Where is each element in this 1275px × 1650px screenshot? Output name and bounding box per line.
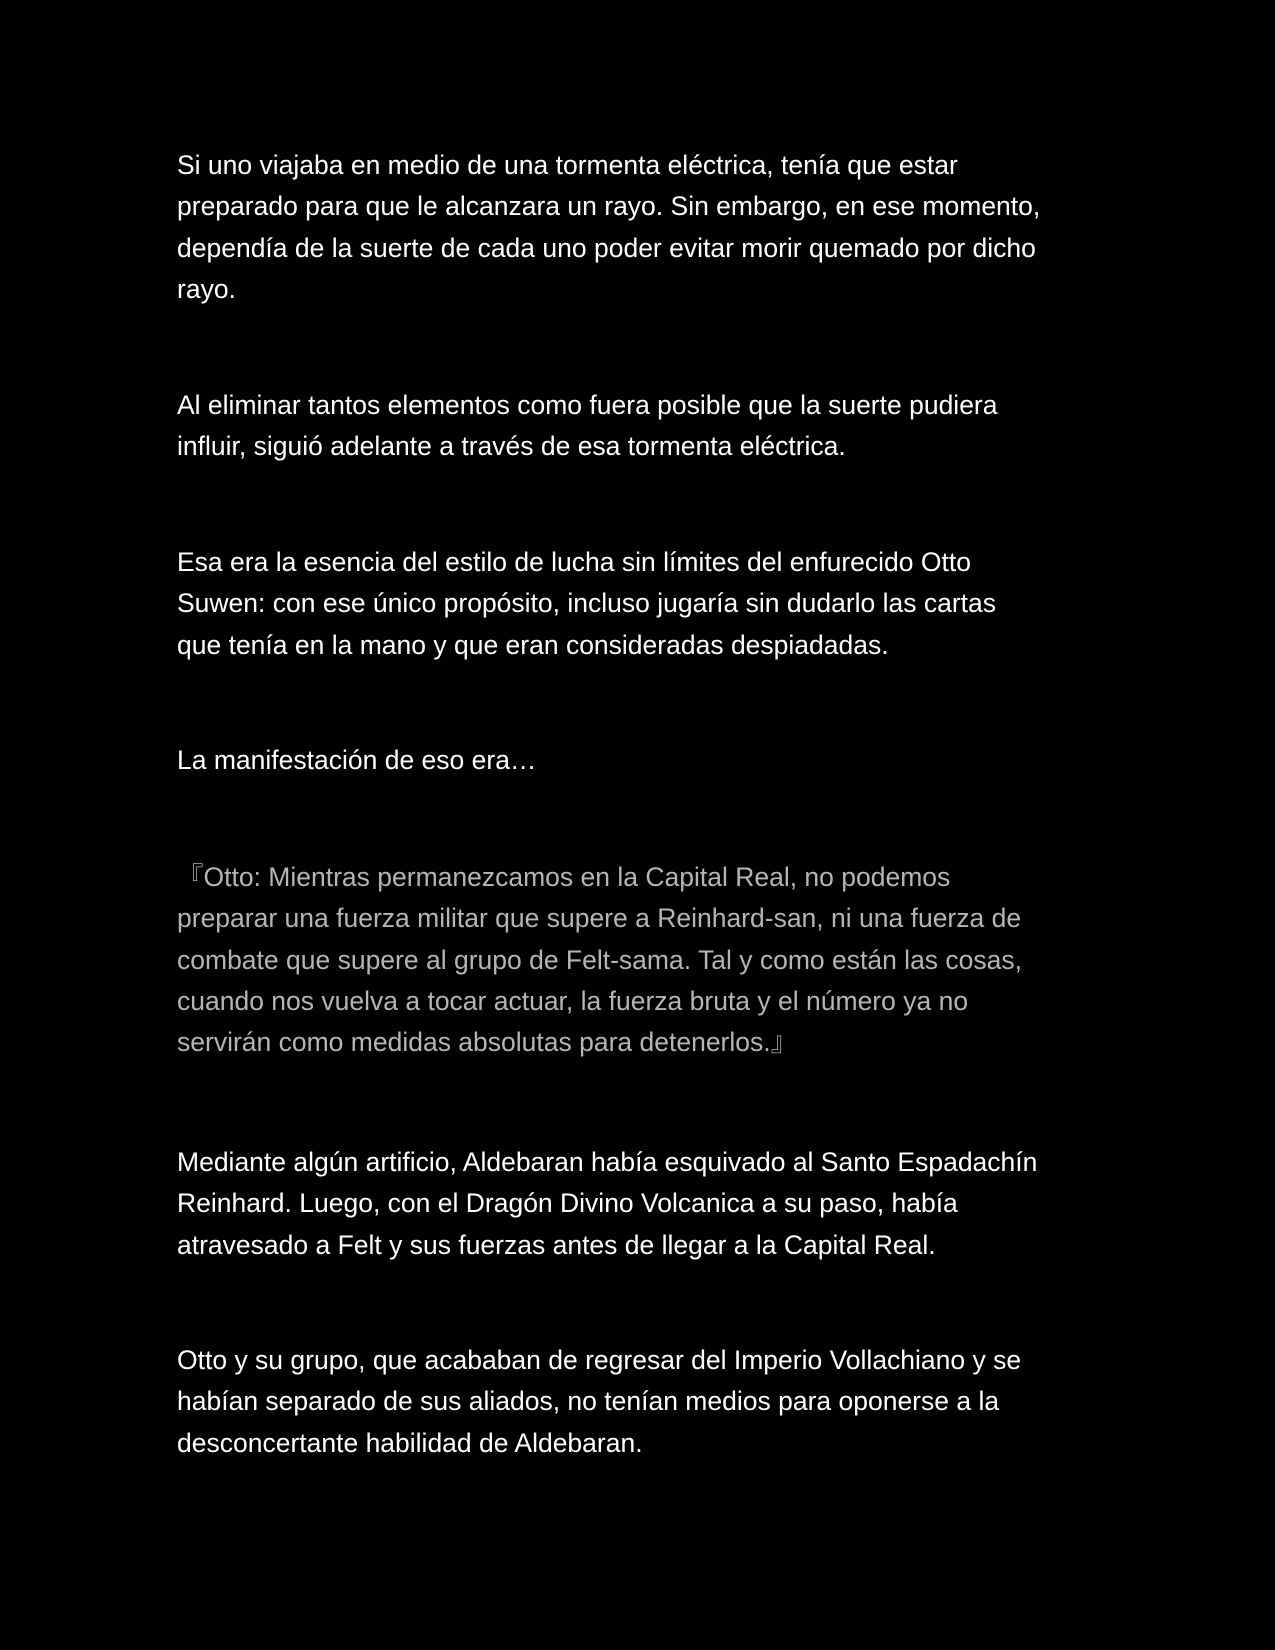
quote-line: cuando nos vuelva a tocar actuar, la fuerza bruta y el número ya no [177, 985, 969, 1016]
text-line: Mediante algún artificio, Aldebaran había esquivado al Santo Espadachín [177, 1147, 1038, 1177]
quote-line: servirán como medidas absolutas para detenerlos.』 [177, 1027, 798, 1058]
text-line: Esa era la esencia del estilo de lucha sin límites del enfurecido Otto [177, 547, 971, 577]
paragraph-luck [177, 385, 1097, 468]
text-line: habían separado de sus aliados, no tenían medios para oponerse a la [177, 1386, 1000, 1417]
quote-otto [177, 857, 1097, 1063]
paragraph-fighting-style [177, 542, 1097, 666]
text-line: influir, siguió adelante a través de esa tormenta eléctrica. [177, 431, 846, 462]
text-line: preparado para que le alcanzara un rayo. Sin embargo, en ese momento, [177, 191, 1041, 222]
text-line: La manifestación de eso era… [177, 745, 537, 775]
text-line: atravesado a Felt y sus fuerzas antes de llegar a la Capital Real. [177, 1229, 936, 1260]
text-line: rayo. [177, 273, 236, 304]
text-line: Si uno viajaba en medio de una tormenta eléctrica, tenía que estar [177, 150, 958, 180]
quote-line: combate que supere al grupo de Felt-sama. Tal y como están las cosas, [177, 944, 1023, 975]
paragraph-aldebaran [177, 1142, 1097, 1266]
text-line: dependía de la suerte de cada uno poder evitar morir quemado por dicho [177, 232, 1036, 263]
paragraph-manifestation [177, 740, 1097, 781]
text-line: Reinhard. Luego, con el Dragón Divino Volcanica a su paso, había [177, 1188, 958, 1219]
text-line: Otto y su grupo, que acababan de regresar del Imperio Vollachiano y se [177, 1345, 1022, 1375]
text-line: desconcertante habilidad de Aldebaran. [177, 1427, 643, 1458]
paragraph-otto-group [177, 1340, 1097, 1464]
text-line: que tenía en la mano y que eran consideradas despiadadas. [177, 629, 889, 660]
text-line: Al eliminar tantos elementos como fuera posible que la suerte pudiera [177, 390, 998, 420]
paragraph-storm [177, 145, 1097, 310]
text-line: Suwen: con ese único propósito, incluso jugaría sin dudarlo las cartas [177, 588, 997, 619]
quote-line: preparar una fuerza militar que supere a Reinhard-san, ni una fuerza de [177, 903, 1022, 934]
quote-line: 『Otto: Mientras permanezcamos en la Capital Real, no podemos [177, 862, 951, 892]
